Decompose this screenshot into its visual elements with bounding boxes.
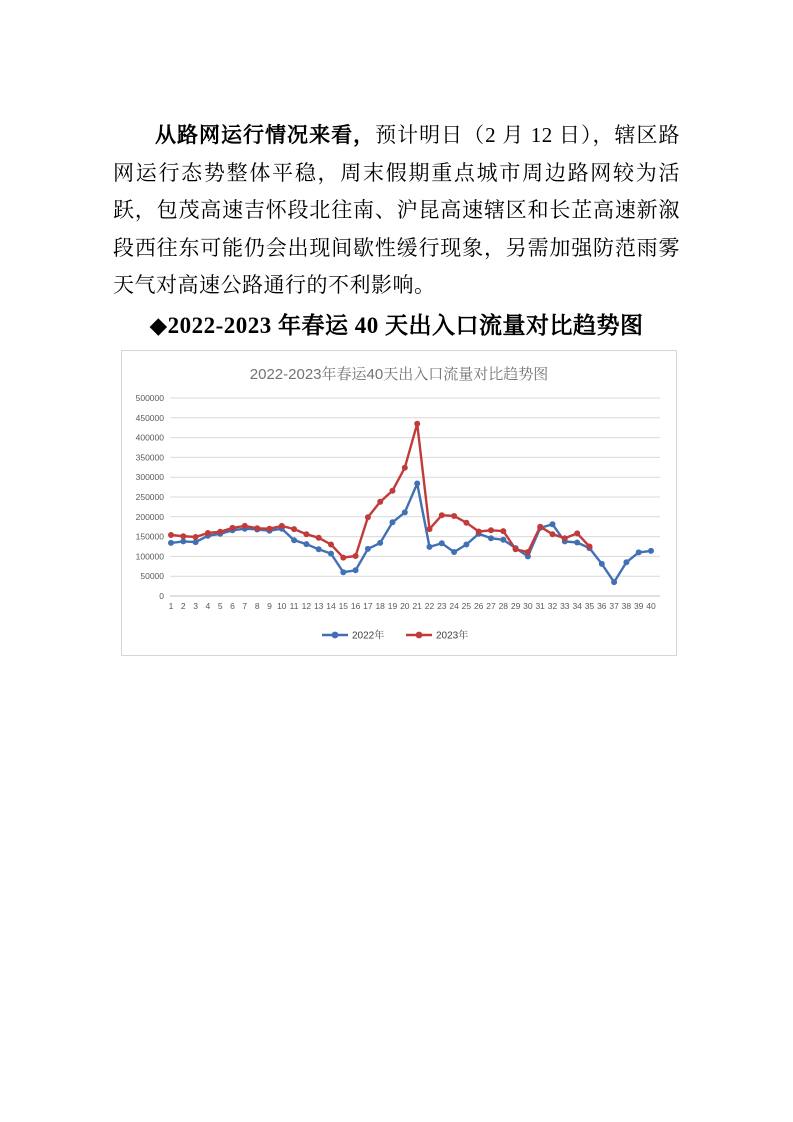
data-point — [377, 540, 383, 546]
data-point — [500, 528, 506, 534]
data-point — [168, 532, 174, 538]
data-point — [340, 555, 346, 561]
y-tick-label: 200000 — [135, 511, 164, 522]
data-point — [230, 525, 236, 531]
data-point — [402, 465, 408, 471]
y-tick-label: 500000 — [135, 393, 164, 403]
data-point — [353, 553, 359, 559]
data-point — [550, 531, 556, 537]
data-point — [303, 531, 309, 537]
data-point — [488, 535, 494, 541]
y-tick-label: 100000 — [135, 551, 164, 562]
data-point — [427, 544, 433, 550]
x-tick-label: 32 — [547, 601, 558, 611]
chart-svg — [122, 351, 676, 655]
x-tick-label: 4 — [205, 601, 211, 611]
x-tick-label: 34 — [572, 601, 582, 611]
chart-heading: ◆2022-2023 年春运 40 天出入口流量对比趋势图 — [149, 313, 644, 338]
data-point — [365, 546, 371, 552]
data-point — [439, 512, 445, 518]
data-point — [476, 529, 482, 535]
data-point — [500, 537, 506, 543]
data-point — [587, 544, 593, 550]
paragraph-text: 预计明日（2 月 12 日），辖区路网运行态势整体平稳，周末假期重点城市周边路网较为活跃，包茂高速吉怀段北往南、沪昆高速辖区和长芷高速新溆段西往东可能仍会出现间歇性缓行现象，另需加强防范雨雾天气对高速公路通行的不利影响。 — [113, 123, 681, 297]
y-tick-label: 300000 — [135, 472, 164, 483]
data-point — [574, 540, 580, 546]
data-point — [353, 567, 359, 573]
y-tick-label: 50000 — [140, 571, 164, 582]
data-point — [328, 551, 334, 557]
x-tick-label: 17 — [363, 601, 373, 611]
data-point — [427, 526, 433, 532]
data-point — [340, 569, 346, 575]
data-point — [316, 546, 322, 552]
x-tick-label: 23 — [437, 601, 447, 611]
x-tick-label: 6 — [230, 601, 235, 611]
data-point — [328, 542, 334, 548]
x-tick-label: 12 — [301, 601, 312, 611]
y-tick-label: 250000 — [135, 492, 164, 502]
data-point — [390, 488, 396, 494]
data-point — [414, 421, 420, 427]
x-tick-label: 11 — [289, 601, 299, 611]
data-point — [168, 540, 174, 546]
x-tick-label: 7 — [242, 601, 248, 611]
data-point — [291, 537, 297, 543]
data-point — [279, 523, 285, 529]
x-tick-label: 15 — [338, 601, 349, 611]
x-tick-label: 38 — [621, 601, 632, 611]
legend-item-2023年 — [406, 629, 468, 642]
data-point — [488, 527, 494, 533]
data-point — [365, 514, 371, 520]
x-tick-label: 24 — [449, 601, 459, 611]
x-tick-label: 25 — [461, 601, 472, 611]
data-point — [390, 519, 396, 525]
x-tick-label: 26 — [473, 601, 484, 611]
x-tick-label: 28 — [498, 601, 509, 611]
traffic-trend-chart — [121, 350, 677, 656]
x-tick-label: 29 — [510, 601, 521, 611]
data-point — [648, 548, 654, 554]
data-point — [599, 561, 605, 567]
data-point — [193, 534, 199, 540]
x-tick-label: 2 — [180, 601, 186, 611]
data-point — [180, 533, 186, 539]
x-tick-label: 40 — [646, 601, 656, 611]
data-point — [537, 524, 543, 530]
x-tick-label: 22 — [424, 601, 435, 611]
x-tick-label: 33 — [560, 601, 570, 611]
data-point — [525, 549, 531, 555]
x-tick-label: 36 — [597, 601, 607, 611]
y-tick-label: 0 — [159, 591, 164, 601]
x-tick-label: 8 — [254, 601, 260, 611]
x-tick-label: 9 — [267, 601, 272, 611]
x-tick-label: 39 — [633, 601, 644, 611]
data-point — [414, 481, 420, 487]
data-point — [291, 526, 297, 532]
data-point — [636, 549, 642, 555]
data-point — [611, 579, 617, 585]
data-point — [377, 499, 383, 505]
x-tick-label: 16 — [350, 601, 361, 611]
data-point — [513, 546, 519, 552]
data-point — [205, 530, 211, 536]
data-point — [562, 535, 568, 541]
data-point — [402, 509, 408, 515]
data-point — [267, 526, 273, 532]
x-tick-label: 21 — [412, 601, 422, 611]
svg-text:2023年: 2023年 — [436, 630, 469, 642]
data-point — [217, 529, 223, 535]
paragraph-bold-lead: 从路网运行情况来看， — [155, 123, 376, 147]
x-tick-label: 30 — [523, 601, 533, 611]
x-tick-label: 37 — [609, 601, 619, 611]
data-point — [623, 559, 629, 565]
x-tick-label: 31 — [535, 601, 545, 611]
y-tick-label: 450000 — [135, 412, 164, 423]
data-point — [451, 513, 457, 519]
data-point — [550, 521, 556, 527]
x-tick-label: 35 — [584, 601, 595, 611]
x-tick-label: 27 — [486, 601, 496, 611]
data-point — [574, 530, 580, 536]
x-tick-label: 14 — [326, 601, 336, 611]
data-point — [303, 541, 309, 547]
data-point — [180, 538, 186, 544]
x-tick-label: 18 — [375, 601, 385, 611]
data-point — [463, 520, 469, 526]
y-tick-label: 350000 — [135, 452, 164, 463]
data-point — [451, 549, 457, 555]
data-point — [316, 535, 322, 541]
x-tick-label: 19 — [387, 601, 398, 611]
data-point — [242, 523, 248, 529]
x-tick-label: 10 — [277, 601, 287, 611]
legend-item-2022年 — [322, 629, 384, 642]
x-tick-label: 13 — [313, 601, 324, 611]
series-line-2023年 — [171, 424, 590, 558]
x-tick-label: 20 — [400, 601, 410, 611]
body-paragraph — [113, 117, 680, 305]
x-tick-label: 3 — [193, 601, 198, 611]
data-point — [254, 525, 260, 531]
chart-title: 2022-2023年春运40天出入口流量对比趋势图 — [249, 366, 549, 383]
y-tick-label: 150000 — [135, 531, 164, 542]
y-tick-label: 400000 — [135, 432, 164, 443]
data-point — [439, 540, 445, 546]
data-point — [463, 542, 469, 548]
x-tick-label: 1 — [168, 601, 174, 611]
svg-text:2022年: 2022年 — [352, 630, 385, 642]
x-tick-label: 5 — [217, 601, 223, 611]
